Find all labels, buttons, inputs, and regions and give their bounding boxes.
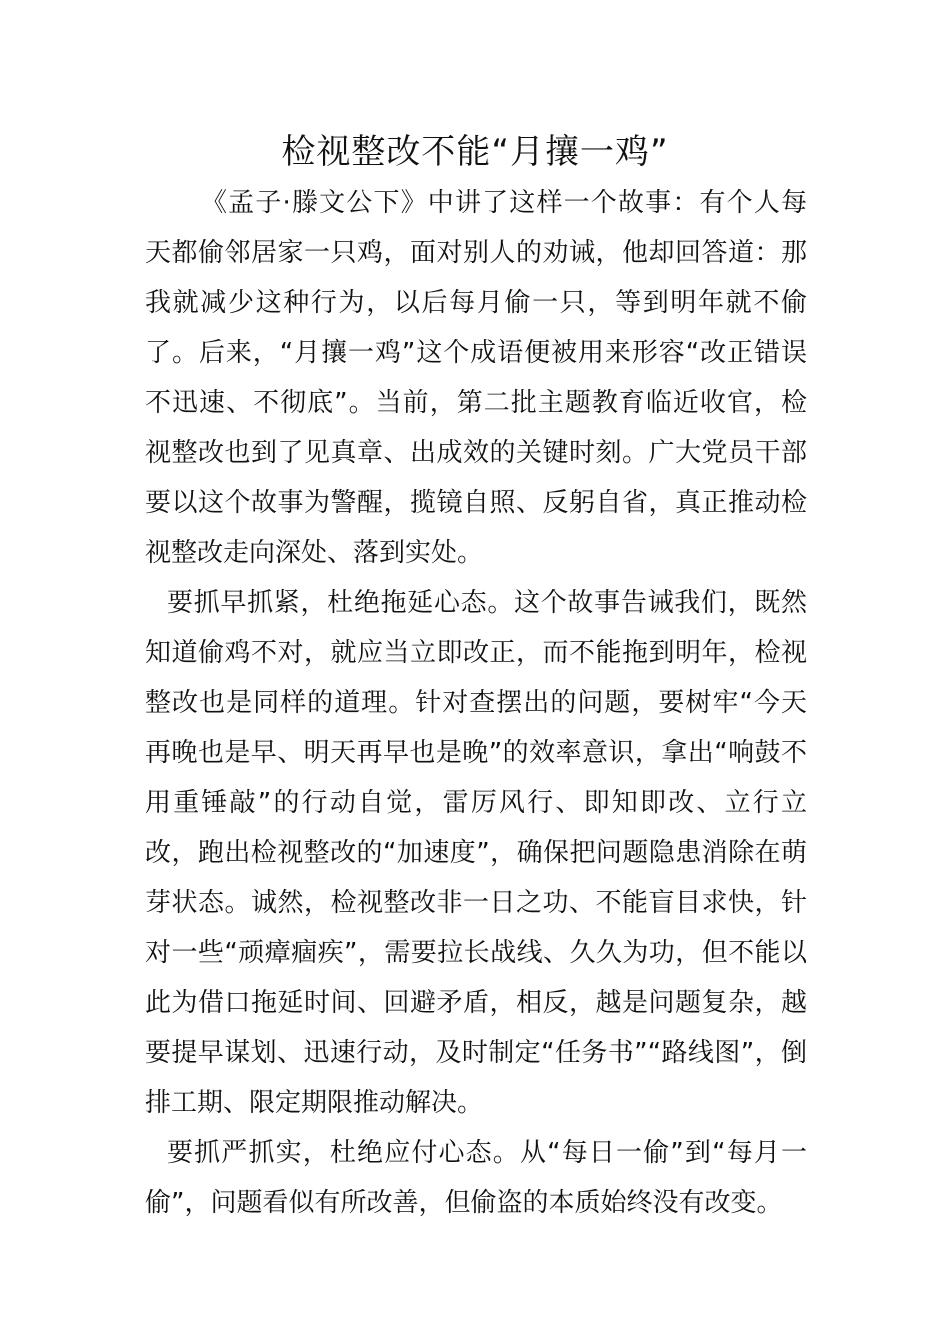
document-body (145, 178, 807, 1228)
paragraph-strict: 要抓严抓实，杜绝应付心态。从“每日一偷”到“每月一偷”，问题看似有所改善，但偷盗的本质始终没有改变。 (145, 1138, 807, 1218)
document-title: 检视整改不能“月攘一鸡” (281, 132, 669, 172)
paragraph-intro: 《孟子·滕文公下》中讲了这样一个故事：有个人每天都偷邻居家一只鸡，面对别人的劝诫，他却回答道：那我就减少这种行为，以后每月偷一只，等到明年就不偷了。后来，“月攘一鸡”这个成语便被用来形容“改正错误不迅速、不彻底”。当前，第二批主题教育临近收官，检视整改也到了见真章、出成效的关键时刻。广大党员干部要以这个故事为警醒，揽镜自照、反躬自省，真正推动检视整改走向深处、落到实处。 (145, 188, 807, 568)
paragraph-early: 要抓早抓紧，杜绝拖延心态。这个故事告诫我们，既然知道偷鸡不对，就应当立即改正，而不能拖到明年，检视整改也是同样的道理。针对查摆出的问题，要树牢“今天再晚也是早、明天再早也是晚”的效率意识，拿出“响鼓不用重锤敲”的行动自觉，雷厉风行、即知即改、立行立改，跑出检视整改的“加速度”，确保把问题隐患消除在萌芽状态。诚然，检视整改非一日之功、不能盲目求快，针对一些“顽瘴痼疾”，需要拉长战线、久久为功，但不能以此为借口拖延时间、回避矛盾，相反，越是问题复杂，越要提早谋划、迅速行动，及时制定“任务书”“路线图”，倒排工期、限定期限推动解决。 (145, 588, 807, 1118)
